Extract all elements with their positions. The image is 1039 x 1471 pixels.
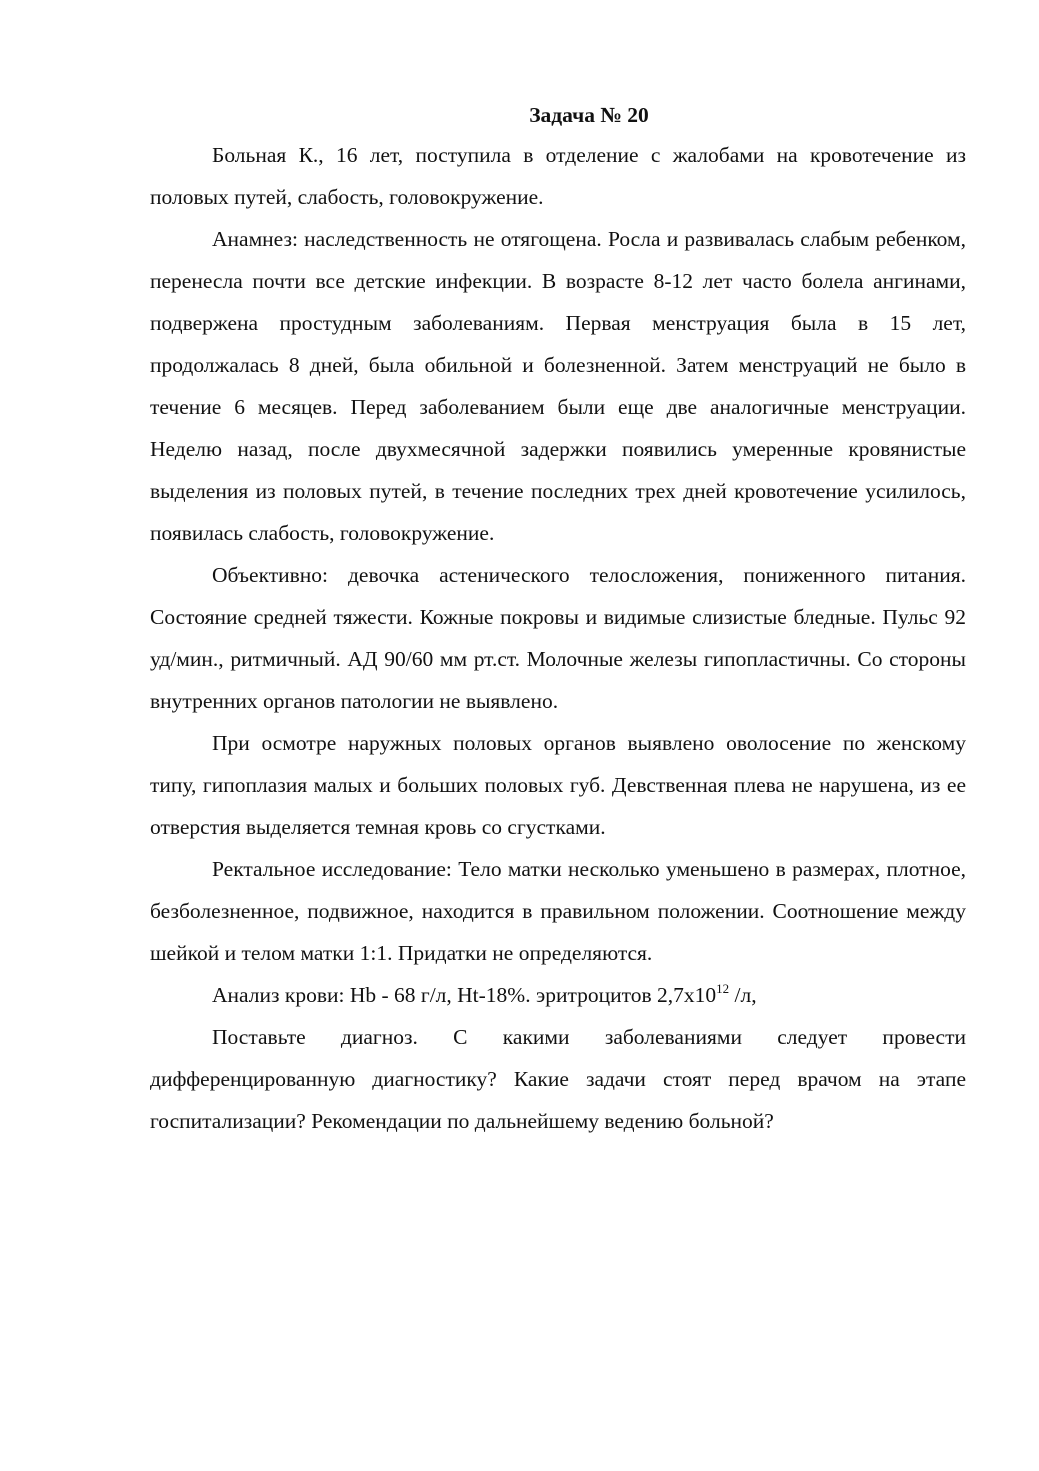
- blood-test-unit: /л,: [729, 983, 757, 1007]
- rectal-exam-paragraph: Ректальное исследование: Тело матки несколько уменьшено в размерах, плотное, безболезненное, подвижное, находится в правильном положении. Соотношение между шейкой и телом матки 1:1. Придатки не определяются.: [150, 857, 966, 965]
- blood-test-exponent: 12: [716, 981, 730, 996]
- anamnesis-paragraph: Анамнез: наследственность не отягощена. Росла и развивалась слабым ребенком, перенесла почти все детские инфекции. В возрасте 8-12 лет часто болела ангинами, подвержена простудным заболеваниям. Первая менструация была в 15 лет, продолжалась 8 дней, была обильной и болезненной. Затем менструаций не было в течение 6 месяцев. Перед заболеванием были еще две аналогичные менструации. Неделю назад, после двухмесячной задержки появились умеренные кровянистые выделения из половых путей, в течение последних трех дней кровотечение усилилось, появилась слабость, головокружение.: [150, 227, 966, 545]
- objective-exam-paragraph: Объективно: девочка астенического телосложения, пониженного питания. Состояние средней тяжести. Кожные покровы и видимые слизистые бледные. Пульс 92 уд/мин., ритмичный. АД 90/60 мм рт.ст. Молочные железы гипопластичны. Со стороны внутренних органов патологии не выявлено.: [150, 563, 966, 713]
- complaint-paragraph: Больная К., 16 лет, поступила в отделение с жалобами на кровотечение из половых путей, слабость, головокружение.: [150, 143, 966, 209]
- document-page: [150, 96, 966, 1142]
- blood-test-paragraph: [150, 974, 966, 1016]
- blood-test-text: Анализ крови: Hb - 68 г/л, Ht-18%. эритроцитов 2,7х10: [212, 983, 717, 1007]
- questions-paragraph: Поставьте диагноз. С какими заболеваниями следует провести дифференцированную диагностику? Какие задачи стоят перед врачом на этапе госпитализации? Рекомендации по дальнейшему ведению больной?: [150, 1025, 966, 1133]
- task-title: Задача № 20: [529, 103, 649, 127]
- external-exam-paragraph: При осмотре наружных половых органов выявлено оволосение по женскому типу, гипоплазия малых и больших половых губ. Девственная плева не нарушена, из ее отверстия выделяется темная кровь со сгустками.: [150, 731, 966, 839]
